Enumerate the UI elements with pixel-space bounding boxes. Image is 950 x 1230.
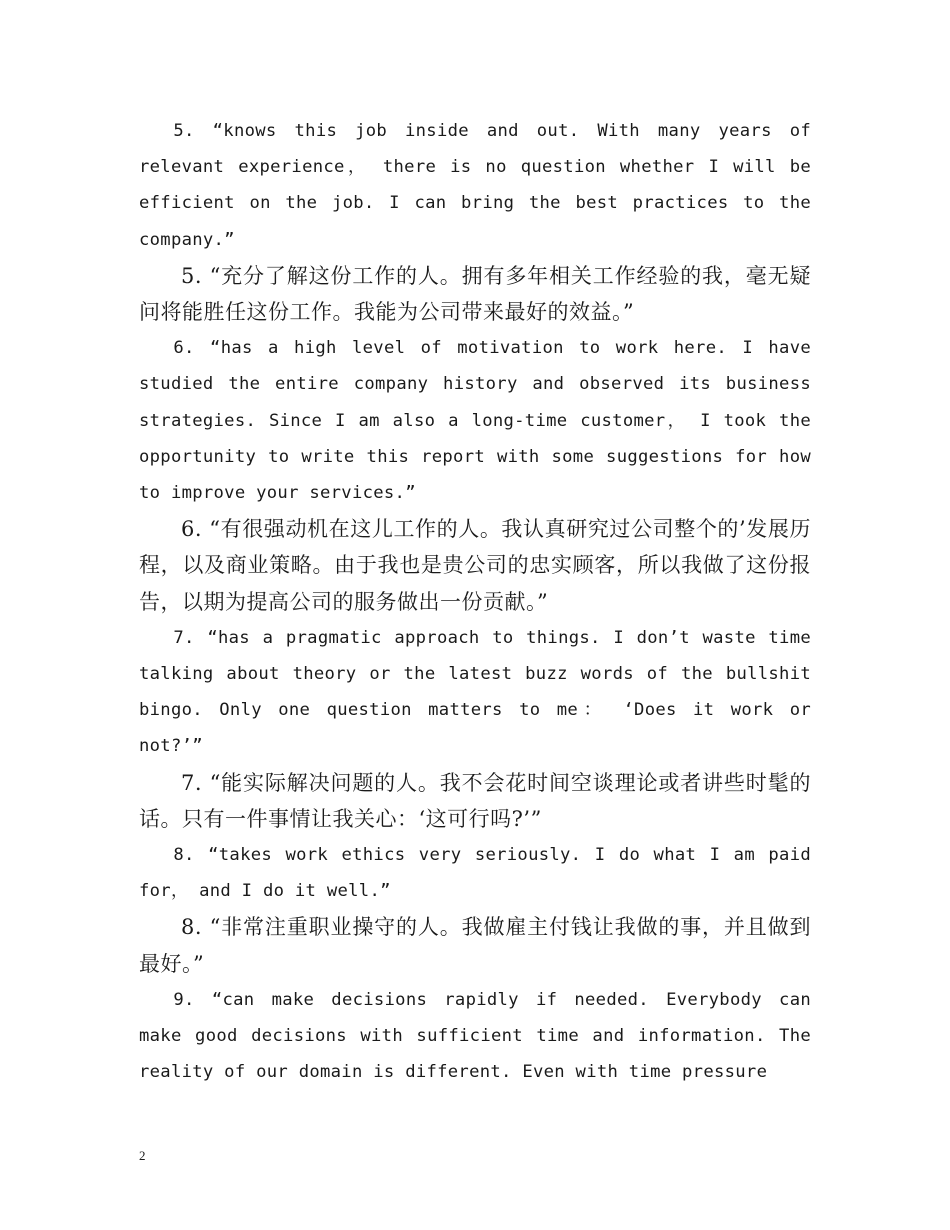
document-body	[139, 113, 811, 1090]
page-number: 2	[139, 1148, 146, 1163]
paragraph-en-9: 9. “can make decisions rapidly if needed. Everybody can make good decisions with sufficient time and information. The reality of our domain is different. Even with time pressure	[139, 989, 811, 1083]
paragraph-en-5: 5. “knows this job inside and out. With many years of relevant experience， there is no question whether I will be efficient on the job. I can bring the best practices to the company.”	[139, 121, 811, 250]
paragraph-zh-6: 6. “有很强动机在这儿工作的人。我认真研究过公司整个的’发展历程，以及商业策略。由于我也是贵公司的忠实顾客，所以我做了这份报告，以期为提高公司的服务做出一份贡献。”	[139, 517, 811, 614]
paragraph-zh-8: 8. “非常注重职业操守的人。我做雇主付钱让我做的事，并且做到最好。”	[139, 915, 811, 976]
paragraph-en-7: 7. “has a pragmatic approach to things. I don’t waste time talking about theory or the latest buzz words of the bullshit bingo. Only one question matters to me： ‘Does it work or not?’”	[139, 627, 811, 757]
paragraph-zh-7: 7. “能实际解决问题的人。我不会花时间空谈理论或者讲些时髦的话。只有一件事情让我关心：‘这可行吗?’”	[139, 770, 811, 831]
paragraph-en-8: 8. “takes work ethics very seriously. I do what I am paid for， and I do it well.”	[139, 845, 811, 902]
paragraph-zh-5: 5. “充分了解这份工作的人。拥有多年相关工作经验的我，毫无疑问将能胜任这份工作。我能为公司带来最好的效益。”	[139, 263, 811, 325]
paragraph-en-6: 6. “has a high level of motivation to work here. I have studied the entire company history and observed its business strategies. Since I am also a long-time customer， I took the opportunity to write this report with some suggestions for how to improve your services.”	[139, 338, 811, 504]
